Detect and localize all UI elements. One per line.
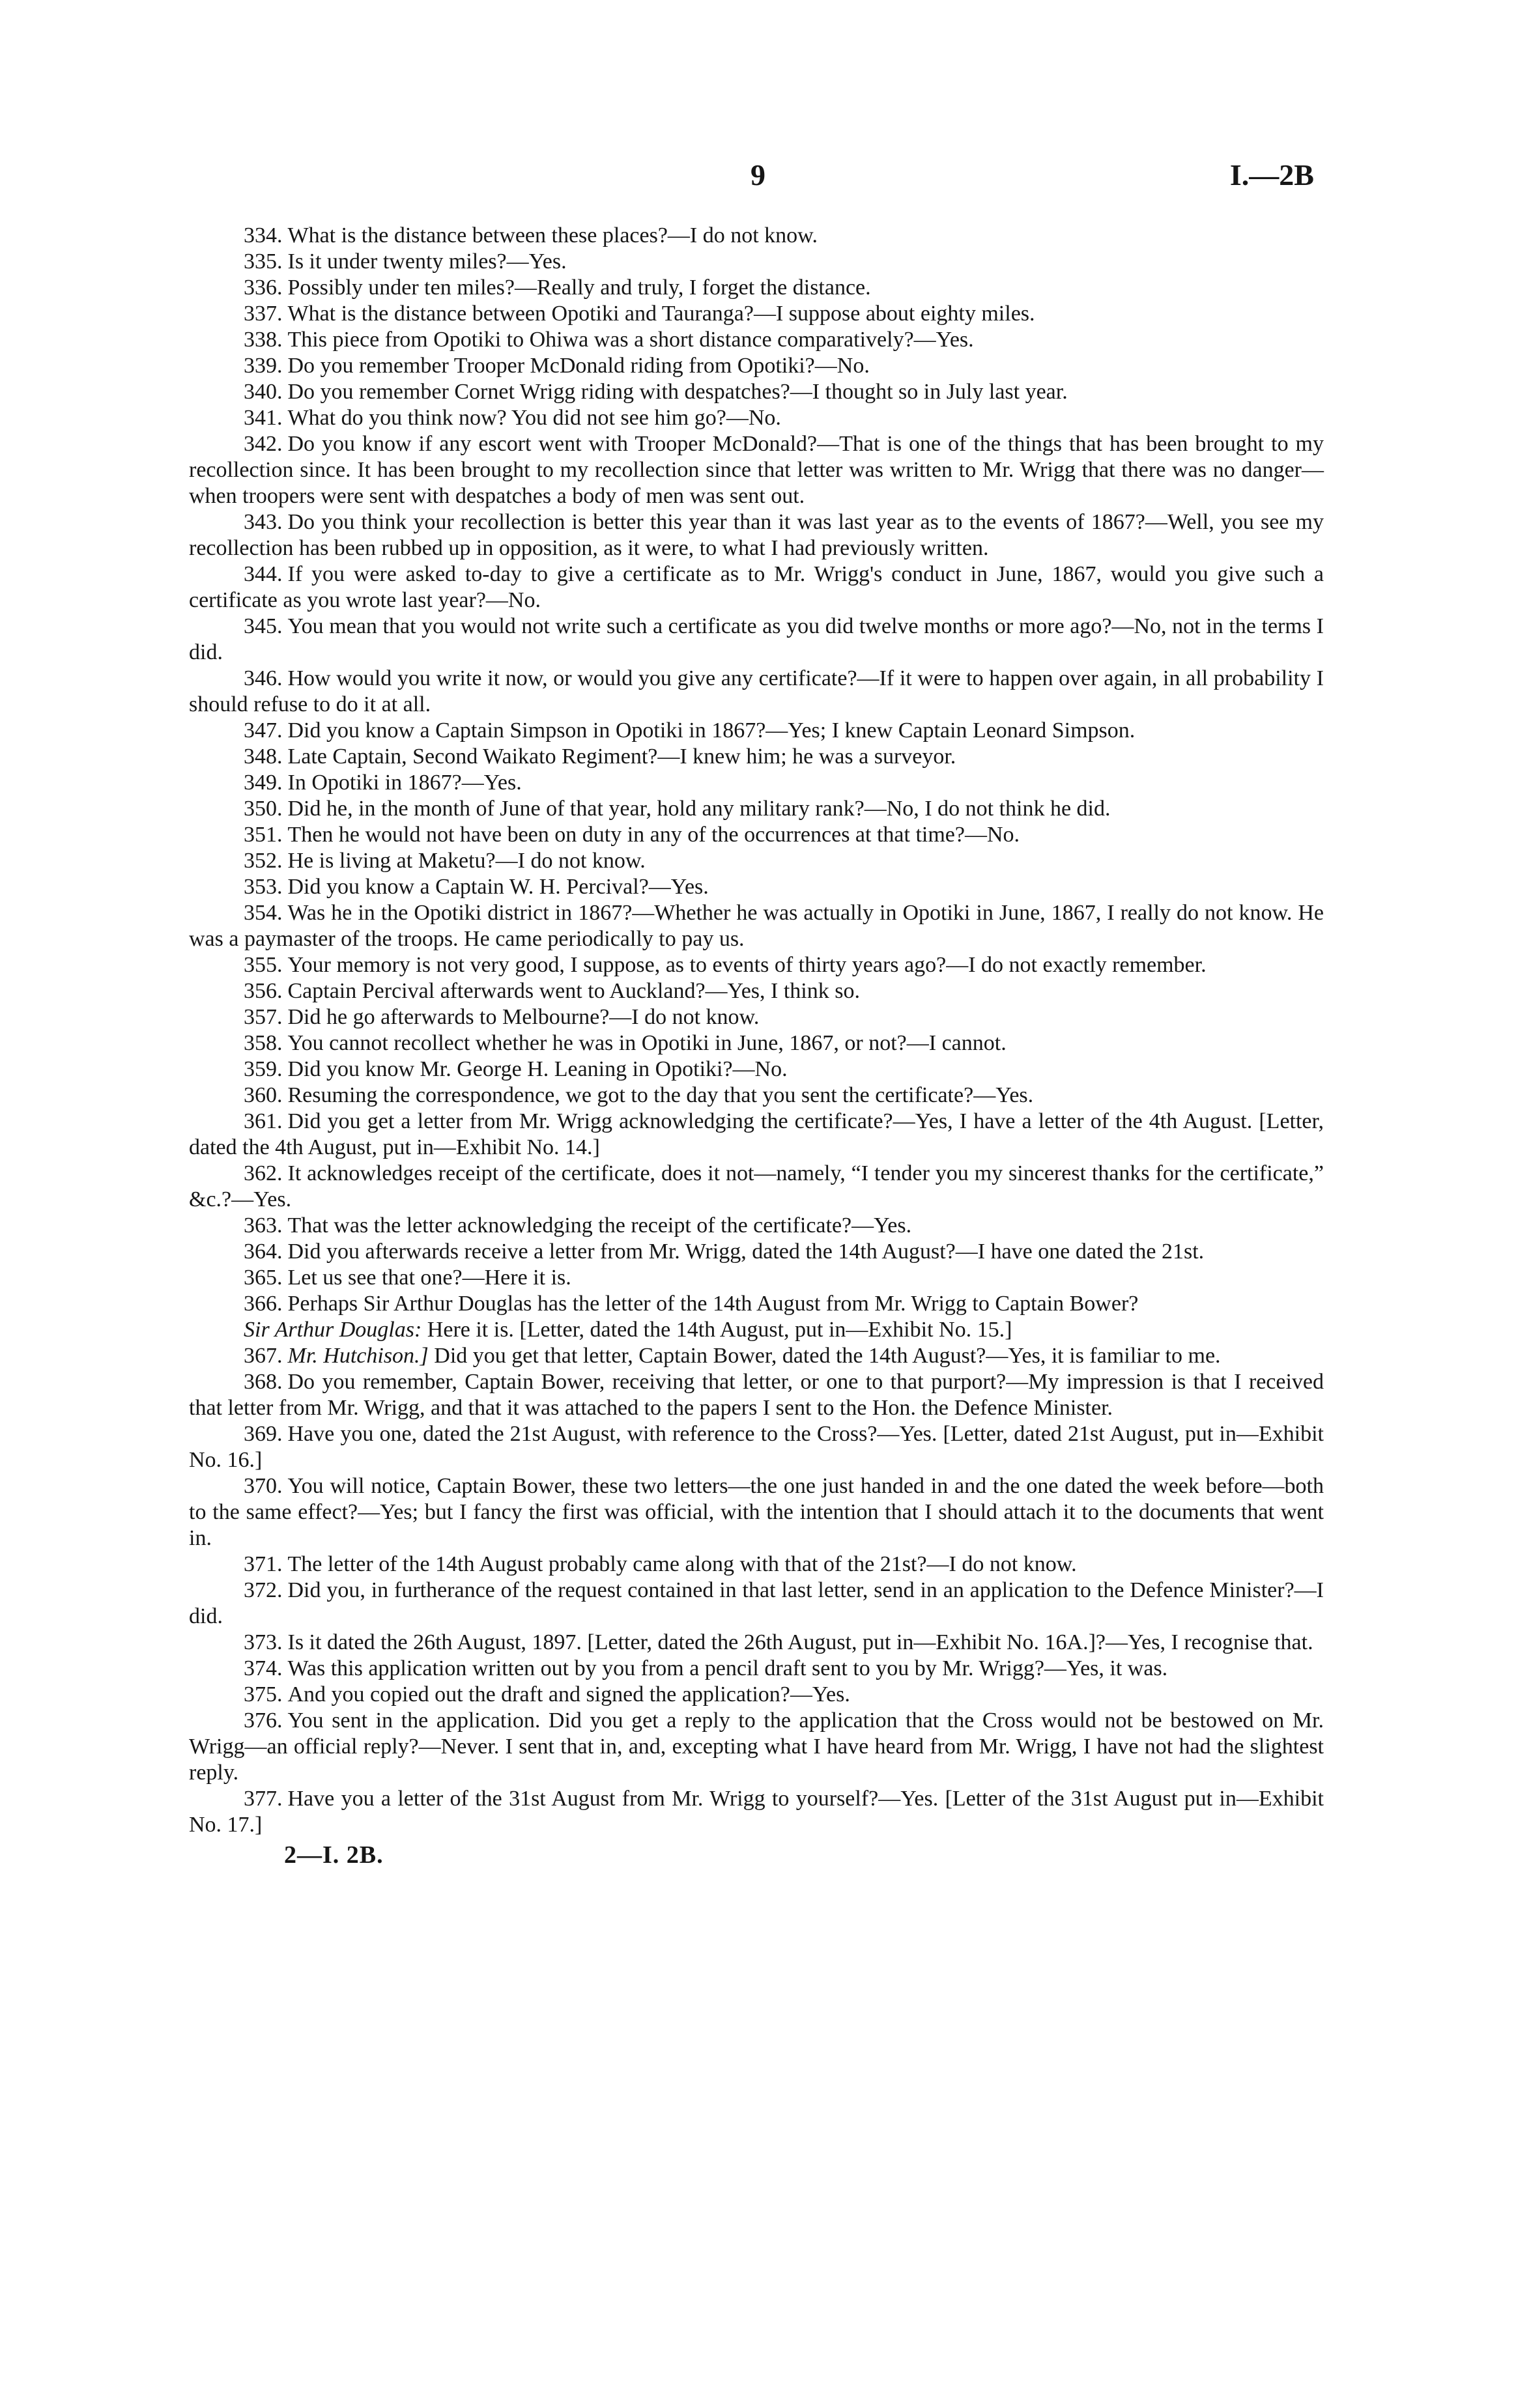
document-reference: I.—2B: [1229, 158, 1314, 191]
testimony-paragraph: [189, 1343, 1324, 1369]
testimony-paragraph: [189, 1004, 1324, 1030]
question-number: 372.: [244, 1578, 283, 1602]
paragraph-text: Did you get that letter, Captain Bower, dated the 14th August?—Yes, it is familiar to me.: [434, 1344, 1221, 1368]
testimony-paragraph: [189, 1056, 1324, 1083]
question-number: 353.: [244, 875, 283, 899]
question-number: 357.: [244, 1005, 283, 1029]
paragraph-text: Did you know Mr. George H. Leaning in Opotiki?—No.: [287, 1057, 788, 1081]
paragraph-text: Resuming the correspondence, we got to the day that you sent the certificate?—Yes.: [287, 1083, 1034, 1107]
testimony-paragraph: [189, 431, 1324, 509]
question-number: 335.: [244, 249, 283, 274]
question-number: 351.: [244, 823, 283, 847]
testimony-paragraph: [189, 1239, 1324, 1265]
question-number: 373.: [244, 1630, 283, 1654]
testimony-paragraph: [189, 561, 1324, 614]
speaker-name: Mr. Hutchison.]: [287, 1344, 429, 1368]
paragraph-text: And you copied out the draft and signed the application?—Yes.: [287, 1682, 850, 1707]
paragraph-text: Did he go afterwards to Melbourne?—I do not know.: [287, 1005, 760, 1029]
paragraph-text: Have you one, dated the 21st August, with reference to the Cross?—Yes. [Letter, dated 21st August, put in—Exhibit No. 16.]: [189, 1422, 1324, 1472]
paragraph-text: How would you write it now, or would you give any certificate?—If it were to happen over again, in all probability I should refuse to do it at all.: [189, 666, 1324, 716]
question-number: 338.: [244, 328, 283, 352]
testimony-paragraph: [189, 874, 1324, 900]
testimony-paragraph: [189, 275, 1324, 301]
paragraph-text: Is it dated the 26th August, 1897. [Letter, dated the 26th August, put in—Exhibit No. 16A.]?—Yes, I recognise that.: [287, 1630, 1313, 1654]
testimony-paragraph: [189, 249, 1324, 275]
paragraph-text: Let us see that one?—Here it is.: [287, 1266, 571, 1290]
testimony-paragraph: [189, 1786, 1324, 1838]
question-number: 336.: [244, 276, 283, 300]
question-number: 376.: [244, 1708, 283, 1733]
paragraph-text: In Opotiki in 1867?—Yes.: [287, 771, 522, 795]
testimony-paragraph: [189, 1161, 1324, 1213]
paragraph-text: You will notice, Captain Bower, these two letters—the one just handed in and the one dated the week before—both to the same effect?—Yes; but I fancy the first was official, with the intention that I should attach it to the documents that went in.: [189, 1474, 1324, 1550]
testimony-paragraph: [189, 1030, 1324, 1056]
paragraph-text: Was he in the Opotiki district in 1867?—Whether he was actually in Opotiki in June, 1867, I really do not know. He was a paymaster of the troops. He came periodically to pay us.: [189, 901, 1324, 951]
question-number: 342.: [244, 432, 283, 456]
testimony-paragraph: [189, 353, 1324, 379]
paragraph-text: Was this application written out by you from a pencil draft sent to you by Mr. Wrigg?—Yes, it was.: [287, 1656, 1168, 1680]
paragraph-text: It acknowledges receipt of the certificate, does it not—namely, “I tender you my sincerest thanks for the certificate,” &c.?—Yes.: [189, 1161, 1324, 1211]
paragraph-text: Did he, in the month of June of that year, hold any military rank?—No, I do not think he did.: [287, 797, 1111, 821]
testimony-paragraph: [189, 718, 1324, 744]
testimony-paragraph: [189, 952, 1324, 978]
question-number: 337.: [244, 302, 283, 326]
testimony-paragraph: [189, 900, 1324, 952]
paragraph-text: Do you know if any escort went with Trooper McDonald?—That is one of the things that has been brought to my recollection since. It has been brought to my recollection since that letter was written to Mr. Wrigg that there was no danger—when troopers were sent with despatches a body of men was sent out.: [189, 432, 1324, 508]
question-number: 356.: [244, 979, 283, 1003]
paragraph-text: Then he would not have been on duty in any of the occurrences at that time?—No.: [287, 823, 1020, 847]
question-number: 346.: [244, 666, 283, 690]
testimony-paragraph: [189, 848, 1324, 874]
question-number: 354.: [244, 901, 283, 925]
paragraph-text: Late Captain, Second Waikato Regiment?—I knew him; he was a surveyor.: [287, 744, 956, 769]
question-number: 347.: [244, 718, 283, 743]
testimony-paragraph: [189, 822, 1324, 848]
testimony-paragraph: [189, 1473, 1324, 1551]
testimony-paragraph: [189, 405, 1324, 431]
testimony-paragraph: [189, 1656, 1324, 1682]
question-number: 362.: [244, 1161, 283, 1185]
question-number: 359.: [244, 1057, 283, 1081]
question-number: 358.: [244, 1031, 283, 1055]
paragraph-text: You cannot recollect whether he was in Opotiki in June, 1867, or not?—I cannot.: [287, 1031, 1007, 1055]
paragraph-text: Here it is. [Letter, dated the 14th August, put in—Exhibit No. 15.]: [427, 1318, 1012, 1342]
question-number: 339.: [244, 354, 283, 378]
testimony-paragraph: [189, 1291, 1324, 1317]
question-number: 355.: [244, 953, 283, 977]
paragraph-text: Have you a letter of the 31st August from Mr. Wrigg to yourself?—Yes. [Letter of the 31st August put in—Exhibit No. 17.]: [189, 1787, 1324, 1837]
testimony-paragraph: [189, 1578, 1324, 1630]
question-number: 341.: [244, 406, 283, 430]
paragraph-text: The letter of the 14th August probably came along with that of the 21st?—I do not know.: [287, 1552, 1077, 1576]
testimony-paragraph: [189, 1421, 1324, 1473]
paragraph-text: He is living at Maketu?—I do not know.: [287, 849, 646, 873]
paragraph-text: What is the distance between Opotiki and Tauranga?—I suppose about eighty miles.: [287, 302, 1035, 326]
question-number: 344.: [244, 562, 283, 586]
testimony-paragraph: [189, 509, 1324, 561]
speaker-name: Sir Arthur Douglas:: [244, 1318, 422, 1342]
question-number: 334.: [244, 223, 283, 248]
testimony-paragraph: [189, 1213, 1324, 1239]
question-number: 374.: [244, 1656, 283, 1680]
paragraph-text: That was the letter acknowledging the receipt of the certificate?—Yes.: [287, 1213, 912, 1238]
testimony-paragraph: [189, 1551, 1324, 1578]
testimony-paragraph: [189, 796, 1324, 822]
question-number: 348.: [244, 744, 283, 769]
testimony-paragraph: [189, 1109, 1324, 1161]
paragraph-text: Did you get a letter from Mr. Wrigg acknowledging the certificate?—Yes, I have a letter of the 4th August. [Letter, dated the 4th August, put in—Exhibit No. 14.]: [189, 1109, 1324, 1159]
question-number: 368.: [244, 1370, 283, 1394]
paragraph-text: Did you, in furtherance of the request contained in that last letter, send in an application to the Defence Minister?—I did.: [189, 1578, 1324, 1628]
testimony-paragraph: [189, 1708, 1324, 1786]
document-body: [189, 223, 1324, 1868]
testimony-paragraph: [189, 223, 1324, 249]
paragraph-text: This piece from Opotiki to Ohiwa was a short distance comparatively?—Yes.: [287, 328, 974, 352]
testimony-paragraph: [189, 1317, 1324, 1343]
paragraph-text: Is it under twenty miles?—Yes.: [287, 249, 567, 274]
signature-mark: 2—I. 2B.: [284, 1841, 384, 1869]
testimony-paragraph: [189, 1265, 1324, 1291]
paragraph-text: Captain Percival afterwards went to Auckland?—Yes, I think so.: [287, 979, 860, 1003]
paragraph-text: If you were asked to-day to give a certificate as to Mr. Wrigg's conduct in June, 1867, would you give such a certificate as you wrote last year?—No.: [189, 562, 1324, 612]
question-number: 340.: [244, 380, 283, 404]
testimony-paragraph: [189, 379, 1324, 405]
question-number: 371.: [244, 1552, 283, 1576]
testimony-paragraph: [189, 666, 1324, 718]
paragraph-text: You mean that you would not write such a certificate as you did twelve months or more ago?—No, not in the terms I did.: [189, 614, 1324, 664]
question-number: 352.: [244, 849, 283, 873]
testimony-paragraph: [189, 301, 1324, 327]
question-number: 370.: [244, 1474, 283, 1498]
paragraph-text: You sent in the application. Did you get a reply to the application that the Cross would not be bestowed on Mr. Wrigg—an official reply?—Never. I sent that in, and, excepting what I have heard from Mr. Wrigg, I have not had the slightest reply.: [189, 1708, 1324, 1785]
testimony-paragraph: [189, 1682, 1324, 1708]
question-number: 375.: [244, 1682, 283, 1707]
question-number: 350.: [244, 797, 283, 821]
paragraph-text: Do you remember Cornet Wrigg riding with despatches?—I thought so in July last year.: [287, 380, 1068, 404]
question-number: 343.: [244, 510, 283, 534]
paragraph-text: Do you think your recollection is better this year than it was last year as to the events of 1867?—Well, you see my recollection has been rubbed up in opposition, as it were, to what I had previously written.: [189, 510, 1324, 560]
paragraph-text: Do you remember, Captain Bower, receiving that letter, or one to that purport?—My impression is that I received that letter from Mr. Wrigg, and that it was attached to the papers I sent to the Hon. the Defence Minister.: [189, 1370, 1324, 1420]
testimony-paragraph: [189, 770, 1324, 796]
testimony-paragraph: [189, 744, 1324, 770]
testimony-paragraph: [189, 978, 1324, 1004]
paragraph-text: Did you know a Captain W. H. Percival?—Yes.: [287, 875, 709, 899]
question-number: 364.: [244, 1239, 283, 1264]
testimony-paragraph: [189, 1083, 1324, 1109]
question-number: 349.: [244, 771, 283, 795]
paragraph-text: What do you think now? You did not see him go?—No.: [287, 406, 781, 430]
paragraph-text: Did you afterwards receive a letter from Mr. Wrigg, dated the 14th August?—I have one dated the 21st.: [287, 1239, 1205, 1264]
paragraph-text: Did you know a Captain Simpson in Opotiki in 1867?—Yes; I knew Captain Leonard Simpson.: [287, 718, 1136, 743]
page-number: 9: [751, 158, 765, 191]
paragraph-text: Possibly under ten miles?—Really and truly, I forget the distance.: [287, 276, 871, 300]
testimony-paragraph: [189, 614, 1324, 666]
paragraph-text: What is the distance between these places?—I do not know.: [287, 223, 818, 248]
question-number: 360.: [244, 1083, 283, 1107]
question-number: 361.: [244, 1109, 283, 1133]
paragraph-text: Do you remember Trooper McDonald riding from Opotiki?—No.: [287, 354, 870, 378]
question-number: 363.: [244, 1213, 283, 1238]
question-number: 369.: [244, 1422, 283, 1446]
question-number: 365.: [244, 1266, 283, 1290]
paragraph-text: Perhaps Sir Arthur Douglas has the letter of the 14th August from Mr. Wrigg to Captain Bower?: [287, 1292, 1139, 1316]
question-number: 367.: [244, 1344, 283, 1368]
testimony-paragraph: [189, 1630, 1324, 1656]
question-number: 366.: [244, 1292, 283, 1316]
testimony-paragraph: [189, 327, 1324, 353]
testimony-paragraph: [189, 1369, 1324, 1421]
question-number: 377.: [244, 1787, 283, 1811]
paragraph-text: Your memory is not very good, I suppose, as to events of thirty years ago?—I do not exactly remember.: [287, 953, 1207, 977]
question-number: 345.: [244, 614, 283, 638]
